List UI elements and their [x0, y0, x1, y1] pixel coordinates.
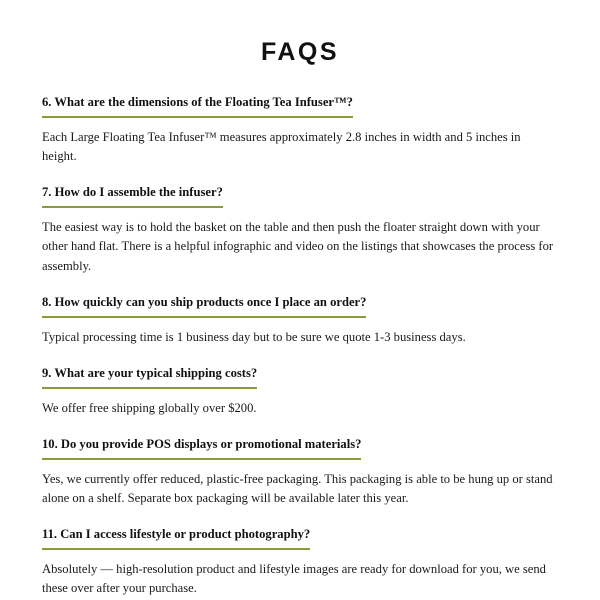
faq-question: 6. What are the dimensions of the Floating Tea Infuser™?	[42, 94, 353, 118]
faq-item	[42, 525, 558, 598]
faq-answer: Each Large Floating Tea Infuser™ measures approximately 2.8 inches in width and 5 inches in height.	[42, 130, 521, 164]
faq-item	[42, 93, 558, 166]
faq-answer: We offer free shipping globally over $200.	[42, 400, 257, 415]
faq-question: 7. How do I assemble the infuser?	[42, 184, 223, 208]
faq-answer: The easiest way is to hold the basket on the table and then push the floater straight down with your other hand flat. There is a helpful infographic and video on the listings that showcases the process for assembly.	[42, 220, 554, 273]
faq-item	[42, 183, 558, 275]
faq-answer: Typical processing time is 1 business day but to be sure we quote 1-3 business days.	[42, 329, 466, 344]
faq-question: 11. Can I access lifestyle or product photography?	[42, 526, 310, 550]
faq-answer: Absolutely — high-resolution product and lifestyle images are ready for download for you, we send these over after your purchase.	[42, 562, 546, 596]
page-title: FAQS	[260, 38, 340, 66]
faq-question: 9. What are your typical shipping costs?	[42, 365, 257, 389]
faq-item	[42, 293, 558, 347]
faq-question: 10. Do you provide POS displays or promotional materials?	[42, 436, 361, 460]
faq-item	[42, 435, 558, 508]
faq-answer: Yes, we currently offer reduced, plastic-free packaging. This packaging is able to be hung up or stand alone on a shelf. Separate box packaging will be available later this year.	[42, 471, 553, 506]
faq-item	[42, 364, 558, 418]
faq-question: 8. How quickly can you ship products once I place an order?	[42, 294, 366, 318]
faq-list	[42, 93, 558, 599]
